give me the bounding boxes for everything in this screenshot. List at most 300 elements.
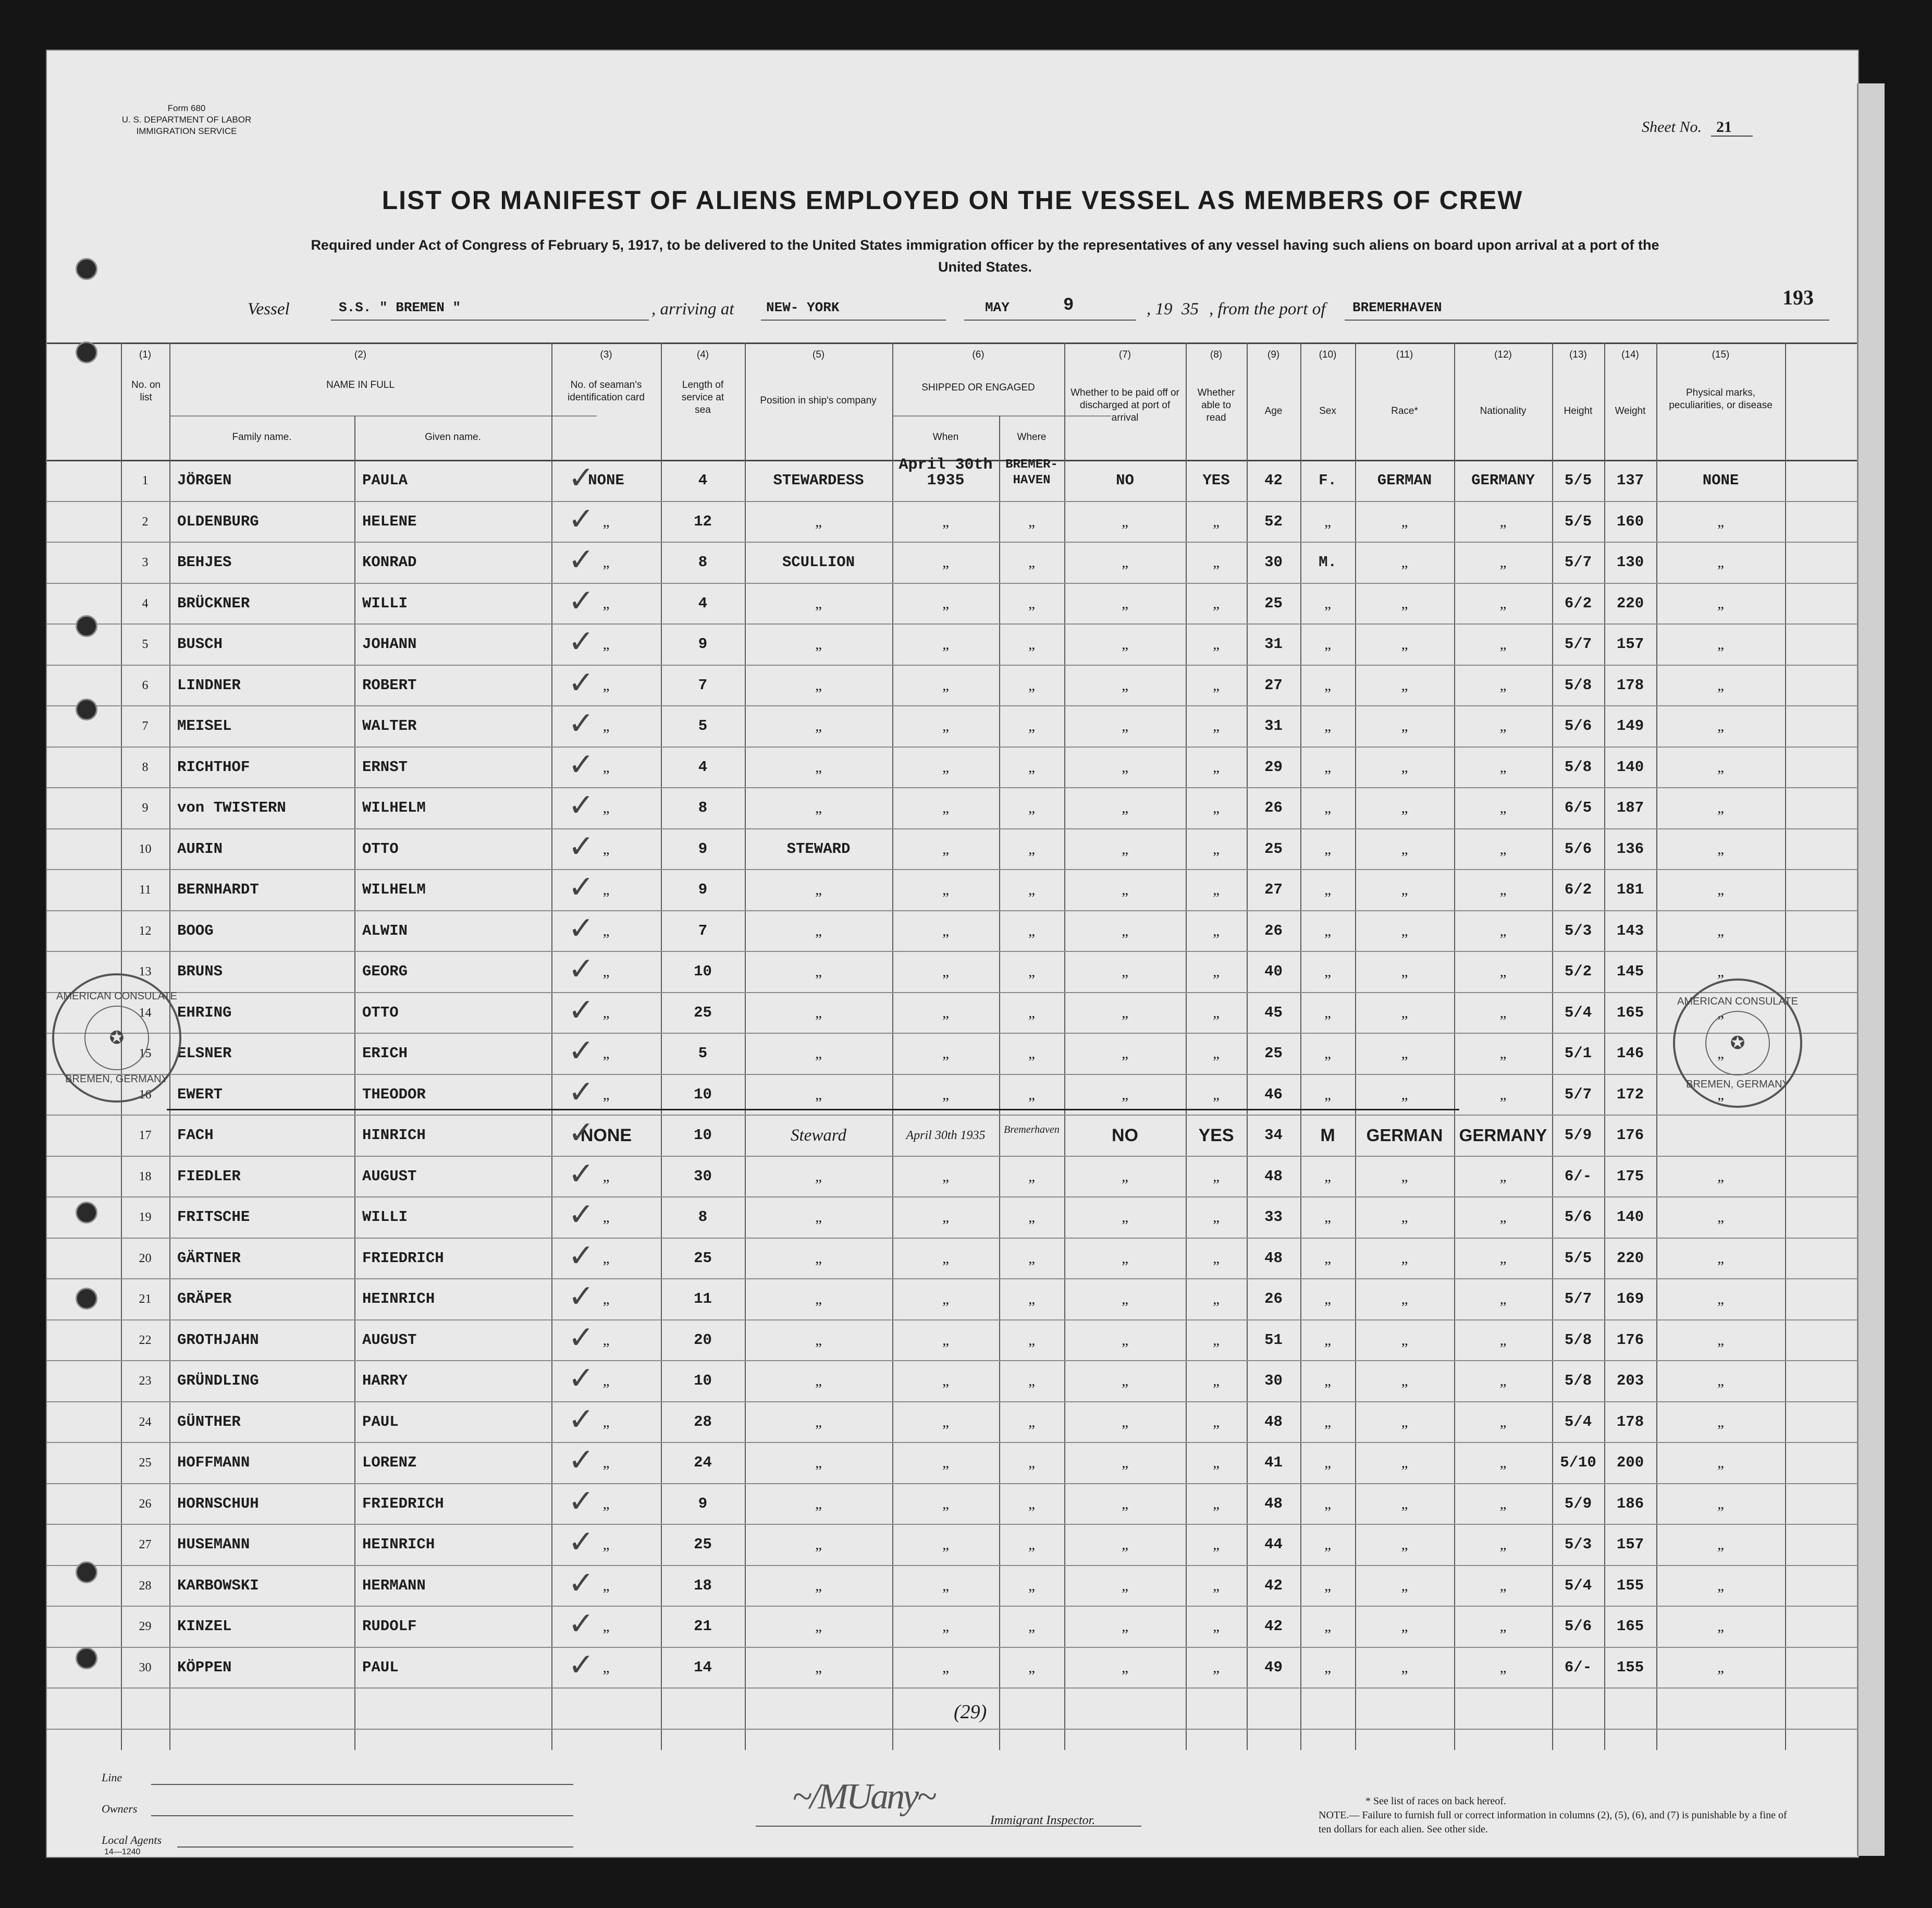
cell-ditto: „ xyxy=(1028,595,1035,612)
cell-height: 6/- xyxy=(1564,1167,1592,1185)
cell-ditto: „ xyxy=(942,513,949,530)
cell-given: ERNST xyxy=(362,758,408,776)
cell-ditto: „ xyxy=(1499,595,1507,612)
from-port: BREMERHAVEN xyxy=(1352,300,1442,315)
cell-weight: 169 xyxy=(1616,1290,1644,1307)
cell-ditto: „ xyxy=(1324,1331,1331,1349)
cell-age: 31 xyxy=(1264,635,1283,653)
col7-label: Whether to be paid off or discharged at port of arrival xyxy=(1070,387,1179,423)
cell-no: 2 xyxy=(142,515,149,529)
cell-weight: 130 xyxy=(1616,554,1644,571)
cell-service: 25 xyxy=(694,1536,712,1553)
cell-age: 52 xyxy=(1264,512,1283,530)
cell-ditto: „ xyxy=(1028,1331,1035,1349)
cell-given: JOHANN xyxy=(362,635,417,653)
cell-ditto: „ xyxy=(1213,963,1220,980)
cell-height: 5/7 xyxy=(1564,1290,1592,1307)
cell-ditto: „ xyxy=(815,759,822,776)
cell-no: 22 xyxy=(139,1333,152,1347)
cell-ditto: „ xyxy=(942,1659,949,1676)
cell-age: 26 xyxy=(1264,799,1283,816)
check-mark-icon: ✓ xyxy=(568,1278,595,1315)
total-count: (29) xyxy=(954,1701,987,1723)
cell-ditto: „ xyxy=(1324,840,1331,858)
cell-age: 44 xyxy=(1264,1536,1283,1553)
cell-ditto: „ xyxy=(942,922,949,939)
cell-ditto: „ xyxy=(1717,1413,1724,1430)
cell-ditto: „ xyxy=(1324,1454,1331,1471)
cell-ditto: „ xyxy=(602,922,610,939)
cell-given: OTTO xyxy=(362,840,399,858)
row-rule xyxy=(47,623,1858,625)
cell-ditto: „ xyxy=(602,677,610,694)
check-mark-icon: ✓ xyxy=(568,664,595,701)
cell-weight: 155 xyxy=(1616,1658,1644,1676)
cell-weight: 172 xyxy=(1616,1085,1644,1103)
cell-ditto: „ xyxy=(1213,1577,1220,1594)
cell-weight: 200 xyxy=(1616,1454,1644,1471)
col15-number: (15) xyxy=(1712,349,1730,360)
cell-height: 5/8 xyxy=(1564,1372,1592,1389)
cell-ditto: „ xyxy=(602,1045,610,1062)
row-rule xyxy=(47,583,1858,584)
cell-no: 8 xyxy=(142,760,149,774)
cell-ditto: „ xyxy=(1717,1454,1724,1471)
col7-number: (7) xyxy=(1118,349,1131,360)
cell-ditto: „ xyxy=(942,1291,949,1307)
cell-ditto: „ xyxy=(942,1209,949,1226)
table-top-rule xyxy=(47,343,1858,344)
cell-ditto: „ xyxy=(1122,963,1128,980)
cell-ditto: „ xyxy=(1717,922,1724,939)
check-mark-icon: ✓ xyxy=(568,1483,595,1520)
check-mark-icon: ✓ xyxy=(568,1115,595,1151)
col13-label: Height xyxy=(1564,406,1593,417)
cell-ditto: „ xyxy=(1499,840,1507,858)
cell-no: 10 xyxy=(139,842,152,856)
col3-number: (3) xyxy=(600,349,612,360)
cell-ditto: „ xyxy=(942,1495,949,1512)
page-edge xyxy=(1857,83,1885,1856)
cell-given: PAUL xyxy=(362,1658,399,1676)
cell-family: FIEDLER xyxy=(177,1167,241,1185)
cell-height: 6/2 xyxy=(1564,594,1592,612)
cell-height: 5/5 xyxy=(1564,472,1592,489)
cell-service: 24 xyxy=(694,1454,712,1471)
cell-ditto: „ xyxy=(1401,1536,1408,1553)
cell-ditto: „ xyxy=(1213,513,1220,530)
cell-given: OTTO xyxy=(362,1004,399,1021)
cell-service: 8 xyxy=(698,1208,708,1226)
cell-weight: 157 xyxy=(1616,635,1644,653)
cell-family: BRÜCKNER xyxy=(177,594,250,612)
cell-ditto: „ xyxy=(1324,963,1331,980)
cell-ditto: „ xyxy=(1401,636,1408,653)
row-rule xyxy=(47,1647,1858,1648)
cell-ditto: „ xyxy=(815,1168,822,1185)
cell-weight: 165 xyxy=(1616,1618,1644,1635)
cell-age: 48 xyxy=(1264,1249,1283,1267)
cell-ditto: „ xyxy=(1122,1373,1128,1389)
sheet-number-label: Sheet No. xyxy=(1642,118,1702,136)
cell-weight: 203 xyxy=(1616,1372,1644,1389)
cell-given: KONRAD xyxy=(362,554,417,571)
cell-sex: F. xyxy=(1319,472,1337,489)
cell-ditto: „ xyxy=(1028,840,1035,858)
cell-age: 25 xyxy=(1264,1045,1283,1062)
cell-weight: 175 xyxy=(1616,1167,1644,1185)
cell-service: 9 xyxy=(698,1495,708,1512)
cell-ditto: „ xyxy=(1122,513,1128,530)
binder-hole xyxy=(76,258,97,280)
cell-ditto: „ xyxy=(1324,1373,1331,1389)
footer-owners-label: Owners xyxy=(102,1802,138,1815)
sheet-number-value: 21 xyxy=(1711,118,1753,137)
cell-ditto: „ xyxy=(1213,1086,1220,1103)
cell-no: 5 xyxy=(142,638,149,651)
eagle-seal-icon: ✪ xyxy=(84,1006,149,1070)
cell-ditto: „ xyxy=(1401,1495,1408,1512)
form-number: Form 680 xyxy=(167,103,206,113)
cell-service: 9 xyxy=(698,635,708,653)
check-mark-icon: ✓ xyxy=(568,746,595,783)
cell-service: 4 xyxy=(698,594,708,612)
cell-given: LORENZ xyxy=(362,1454,417,1471)
cell-family: KINZEL xyxy=(177,1618,232,1635)
cell-service: 30 xyxy=(694,1167,712,1185)
col14-label: Weight xyxy=(1615,406,1646,417)
cell-ditto: „ xyxy=(1717,1291,1724,1307)
cell-given: FRIEDRICH xyxy=(362,1495,444,1512)
inspector-label: Immigrant Inspector. xyxy=(990,1814,1096,1827)
cell-ditto: „ xyxy=(1028,882,1035,898)
cell-height: 5/8 xyxy=(1564,758,1592,776)
cell-age: 31 xyxy=(1264,717,1283,735)
cell-read: YES xyxy=(1202,472,1230,489)
cell-no: 21 xyxy=(139,1292,152,1306)
cell-family: ELSNER xyxy=(177,1045,232,1062)
row-rule xyxy=(47,542,1858,543)
cell-height: 5/5 xyxy=(1564,1249,1592,1267)
cell-age: 46 xyxy=(1264,1085,1283,1103)
cell-weight: 145 xyxy=(1616,963,1644,980)
vessel-label: Vessel xyxy=(248,300,290,319)
footer-agents-label: Local Agents xyxy=(102,1833,162,1846)
cell-weight: 165 xyxy=(1616,1004,1644,1021)
cell-ditto: „ xyxy=(602,1373,610,1389)
cell-service: 9 xyxy=(698,840,708,858)
cell-ditto: „ xyxy=(1401,595,1408,612)
cell-ditto: „ xyxy=(942,1331,949,1349)
cell-weight: 186 xyxy=(1616,1495,1644,1512)
cell-family: EHRING xyxy=(177,1004,232,1021)
cell-height: 5/6 xyxy=(1564,1208,1592,1226)
cell-ditto: „ xyxy=(1401,1004,1408,1021)
cell-no: 20 xyxy=(139,1251,152,1265)
cell-ditto: „ xyxy=(1717,1618,1724,1635)
cell-family: FACH xyxy=(177,1127,214,1144)
cell-ditto: „ xyxy=(1028,554,1035,571)
cell-ditto: „ xyxy=(1213,1495,1220,1512)
cell-ditto: „ xyxy=(1717,882,1724,898)
row-rule xyxy=(47,1156,1858,1157)
check-mark-icon: ✓ xyxy=(568,1155,595,1192)
cell-age: 42 xyxy=(1264,472,1283,489)
row-rule xyxy=(47,1074,1858,1075)
cell-ditto: „ xyxy=(1401,963,1408,980)
row-rule xyxy=(47,1319,1858,1320)
cell-ditto: „ xyxy=(1122,1659,1128,1676)
cell-given: ERICH xyxy=(362,1045,408,1062)
check-mark-icon: ✓ xyxy=(568,992,595,1029)
cell-ditto: „ xyxy=(1213,595,1220,612)
cell-position: STEWARD xyxy=(786,840,851,858)
cell-weight: 220 xyxy=(1616,594,1644,612)
vessel-name: S.S. " BREMEN " xyxy=(339,300,461,315)
footer-form-code: 14—1240 xyxy=(104,1848,141,1856)
cell-weight: 157 xyxy=(1616,1536,1644,1553)
cell-no: 16 xyxy=(139,1087,152,1102)
cell-service: 25 xyxy=(694,1249,712,1267)
cell-family: KARBOWSKI xyxy=(177,1576,259,1594)
cell-ditto: „ xyxy=(1401,759,1408,776)
cell-height: 5/6 xyxy=(1564,717,1592,735)
cell-card: NONE xyxy=(580,1126,632,1145)
check-mark-icon: ✓ xyxy=(568,623,595,660)
stamp-bottom-text: BREMEN, GERMANY xyxy=(1686,1079,1789,1090)
cell-ditto: „ xyxy=(1324,1291,1331,1307)
cell-ditto: „ xyxy=(1401,1618,1408,1635)
cell-ditto: „ xyxy=(1324,1413,1331,1430)
cell-ditto: „ xyxy=(1401,1209,1408,1226)
check-mark-icon: ✓ xyxy=(568,951,595,987)
cell-no: 6 xyxy=(142,678,149,692)
cell-ditto: „ xyxy=(1324,800,1331,816)
cell-ditto: „ xyxy=(1401,718,1408,735)
cell-family: GÜNTHER xyxy=(177,1413,241,1430)
col12-label: Nationality xyxy=(1480,406,1527,417)
cell-ditto: „ xyxy=(1028,1250,1035,1267)
cell-no: 13 xyxy=(139,965,152,979)
cell-ditto: „ xyxy=(1324,1250,1331,1267)
row-rule xyxy=(47,1729,1858,1730)
cell-height: 5/10 xyxy=(1560,1454,1596,1471)
cell-ditto: „ xyxy=(1401,1086,1408,1103)
cell-ditto: „ xyxy=(1499,1413,1507,1430)
col9-label: Age xyxy=(1264,406,1283,417)
footer-agents-rule xyxy=(177,1846,573,1848)
cell-family: von TWISTERN xyxy=(177,799,286,816)
arriving-port: NEW- YORK xyxy=(766,300,840,315)
cell-ditto: „ xyxy=(1499,718,1507,735)
binder-hole xyxy=(76,1288,97,1310)
cell-ditto: „ xyxy=(815,1004,822,1021)
cell-no: 28 xyxy=(139,1579,152,1593)
cell-no: 23 xyxy=(139,1374,152,1388)
cell-given: ALWIN xyxy=(362,922,408,939)
cell-ditto: „ xyxy=(1213,1004,1220,1021)
cell-ditto: „ xyxy=(1401,1168,1408,1185)
cell-ditto: „ xyxy=(1028,1659,1035,1676)
cell-ditto: „ xyxy=(1324,882,1331,898)
cell-ditto: „ xyxy=(602,963,610,980)
service-name: IMMIGRATION SERVICE xyxy=(136,126,237,136)
cell-no: 4 xyxy=(142,596,149,610)
row-rule xyxy=(47,1606,1858,1607)
cell-ditto: „ xyxy=(1499,1618,1507,1635)
cell-ditto: „ xyxy=(1401,1045,1408,1062)
col6-number: (6) xyxy=(972,349,985,360)
cell-family: HORNSCHUH xyxy=(177,1495,259,1512)
cell-height: 5/2 xyxy=(1564,963,1592,980)
cell-ditto: „ xyxy=(1499,513,1507,530)
cell-ditto: „ xyxy=(602,1618,610,1635)
cell-height: 5/8 xyxy=(1564,1331,1592,1349)
cell-ditto: „ xyxy=(1324,513,1331,530)
row-rule xyxy=(47,1278,1858,1279)
cell-ditto: „ xyxy=(1324,718,1331,735)
col15-label: Physical marks, peculiarities, or disease xyxy=(1669,387,1773,411)
cell-ditto: „ xyxy=(942,800,949,816)
cell-given: HARRY xyxy=(362,1372,408,1389)
cell-service: 10 xyxy=(694,1372,712,1389)
vessel-underline xyxy=(331,320,649,321)
check-mark-icon: ✓ xyxy=(568,828,595,865)
cell-ditto: „ xyxy=(1499,1331,1507,1349)
cell-family: AURIN xyxy=(177,840,223,858)
cell-ditto: „ xyxy=(1122,1495,1128,1512)
cell-height: 5/6 xyxy=(1564,1618,1592,1635)
cell-ditto: „ xyxy=(1028,963,1035,980)
cell-service: 4 xyxy=(698,758,708,776)
cell-ditto: „ xyxy=(1324,922,1331,939)
cell-ditto: „ xyxy=(1122,840,1128,858)
row-rule xyxy=(47,1524,1858,1525)
cell-ditto: „ xyxy=(942,1577,949,1594)
cell-service: 18 xyxy=(694,1576,712,1594)
cell-ditto: „ xyxy=(1213,1413,1220,1430)
check-mark-icon: ✓ xyxy=(568,582,595,619)
cell-no: 12 xyxy=(139,924,152,938)
col5-label: Position in ship's company xyxy=(760,395,877,406)
cell-given: HERMANN xyxy=(362,1576,426,1594)
cell-given: GEORG xyxy=(362,963,408,980)
check-mark-icon: ✓ xyxy=(568,1196,595,1233)
col13-number: (13) xyxy=(1569,349,1587,360)
check-mark-icon: ✓ xyxy=(568,1564,595,1601)
cell-ditto: „ xyxy=(1401,1331,1408,1349)
cell-nationality: GERMANY xyxy=(1471,472,1535,489)
cell-ditto: „ xyxy=(1401,1454,1408,1471)
col2-number: (2) xyxy=(354,349,367,360)
year-label: , 19 xyxy=(1147,300,1173,319)
row-rule xyxy=(47,705,1858,706)
sheet-number xyxy=(1642,118,1753,136)
cell-no: 18 xyxy=(139,1169,152,1183)
cell-ditto: „ xyxy=(1401,840,1408,858)
cell-age: 41 xyxy=(1264,1454,1283,1471)
cell-ditto: „ xyxy=(602,554,610,571)
cell-given: ROBERT xyxy=(362,676,417,694)
binder-hole xyxy=(76,699,97,720)
cell-ditto: „ xyxy=(1122,718,1128,735)
cell-weight: 181 xyxy=(1616,881,1644,898)
cell-service: 9 xyxy=(698,881,708,898)
cell-nationality: GERMANY xyxy=(1459,1126,1547,1145)
cell-ditto: „ xyxy=(602,759,610,776)
cell-ditto: „ xyxy=(942,1536,949,1553)
cell-height: 5/4 xyxy=(1564,1004,1592,1021)
cell-ditto: „ xyxy=(815,1250,822,1267)
cell-family: LINDNER xyxy=(177,676,241,694)
eagle-seal-icon: ✪ xyxy=(1705,1011,1770,1075)
cell-ditto: „ xyxy=(815,1331,822,1349)
cell-ditto: „ xyxy=(1717,759,1724,776)
col5-number: (5) xyxy=(812,349,825,360)
cell-ditto: „ xyxy=(1122,595,1128,612)
cell-ditto: „ xyxy=(1499,1086,1507,1103)
cell-ditto: „ xyxy=(1324,1659,1331,1676)
cell-ditto: „ xyxy=(602,882,610,898)
cell-given: WILLI xyxy=(362,594,408,612)
cell-ditto: „ xyxy=(815,882,822,898)
cell-ditto: „ xyxy=(1028,1045,1035,1062)
cell-given: HEINRICH xyxy=(362,1536,435,1553)
cell-ditto: „ xyxy=(1213,759,1220,776)
cell-ditto: „ xyxy=(602,840,610,858)
cell-age: 27 xyxy=(1264,881,1283,898)
cell-ditto: „ xyxy=(815,718,822,735)
form-id-block xyxy=(103,103,270,137)
cell-family: JÖRGEN xyxy=(177,472,232,489)
binder-hole xyxy=(76,1561,97,1583)
cell-weight: 137 xyxy=(1616,472,1644,489)
col6-when-label: When xyxy=(932,432,959,443)
cell-ditto: „ xyxy=(942,759,949,776)
row-rule xyxy=(47,1196,1858,1197)
inspector-signature: ~/MUany~ xyxy=(792,1777,935,1817)
cell-service: 12 xyxy=(694,512,712,530)
col4-label: Length of service at sea xyxy=(681,380,724,415)
cell-no: 17 xyxy=(139,1129,152,1142)
cell-ditto: „ xyxy=(1122,677,1128,694)
cell-ditto: „ xyxy=(942,1413,949,1430)
cell-ditto: „ xyxy=(1499,882,1507,898)
cell-ditto: „ xyxy=(1499,759,1507,776)
cell-ditto: „ xyxy=(942,1618,949,1635)
footer-note-races: * See list of races on back hereof. xyxy=(1365,1795,1506,1807)
cell-ditto: „ xyxy=(602,800,610,816)
cell-sex: M xyxy=(1320,1126,1335,1145)
manifest-sheet xyxy=(46,50,1859,1858)
col4-number: (4) xyxy=(696,349,709,360)
cell-ditto: „ xyxy=(1717,1536,1724,1553)
col-rule xyxy=(354,415,355,1750)
cell-service: 7 xyxy=(698,676,708,694)
cell-height: 5/3 xyxy=(1564,1536,1592,1553)
cell-ditto: „ xyxy=(815,1536,822,1553)
cell-ditto: „ xyxy=(1717,513,1724,530)
cell-age: 30 xyxy=(1264,554,1283,571)
cell-ditto: „ xyxy=(602,1536,610,1553)
cell-ditto: „ xyxy=(1401,1413,1408,1430)
cell-family: GÄRTNER xyxy=(177,1249,241,1267)
cell-ditto: „ xyxy=(1213,922,1220,939)
cell-ditto: „ xyxy=(1717,1577,1724,1594)
cell-ditto: „ xyxy=(1028,513,1035,530)
cell-weight: 160 xyxy=(1616,512,1644,530)
cell-ditto: „ xyxy=(815,1373,822,1389)
